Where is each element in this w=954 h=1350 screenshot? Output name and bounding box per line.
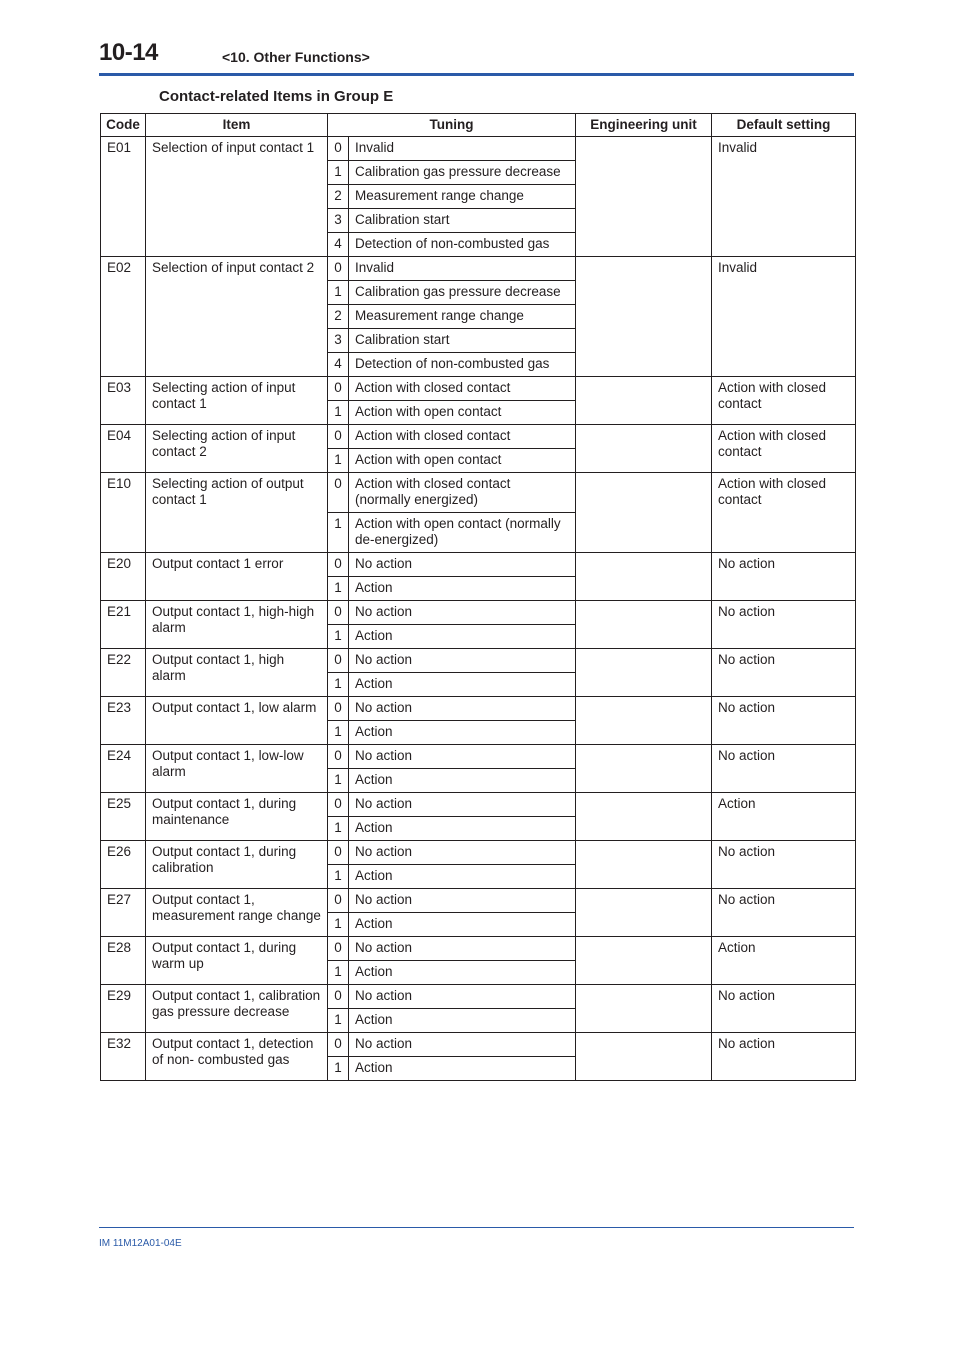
- table-row: [101, 377, 856, 401]
- section-title: Contact-related Items in Group E: [159, 88, 394, 105]
- tuning-label: Action: [349, 913, 576, 937]
- tuning-label: No action: [349, 985, 576, 1009]
- tuning-label: Measurement range change: [349, 305, 576, 329]
- code-cell: E22: [101, 649, 146, 697]
- tuning-label: Action: [349, 817, 576, 841]
- item-cell: Output contact 1, low-low alarm: [146, 745, 328, 793]
- table-row: [101, 553, 856, 577]
- engineering-unit-cell: [576, 889, 712, 937]
- tuning-value: 3: [328, 209, 349, 233]
- table-header-row: [101, 114, 856, 137]
- tuning-value: 0: [328, 985, 349, 1009]
- engineering-unit-cell: [576, 601, 712, 649]
- default-setting-cell: Invalid: [712, 257, 856, 377]
- default-setting-cell: Action with closed contact: [712, 377, 856, 425]
- tuning-label: Action with open contact: [349, 449, 576, 473]
- engineering-unit-cell: [576, 137, 712, 257]
- tuning-value: 1: [328, 1009, 349, 1033]
- tuning-label: No action: [349, 697, 576, 721]
- default-setting-cell: No action: [712, 553, 856, 601]
- table-row: [101, 841, 856, 865]
- col-header-engineering-unit: Engineering unit: [576, 114, 712, 137]
- tuning-label: Action: [349, 961, 576, 985]
- table-row: [101, 937, 856, 961]
- tuning-value: 1: [328, 961, 349, 985]
- engineering-unit-cell: [576, 473, 712, 553]
- tuning-value: 1: [328, 513, 349, 553]
- table-body: [101, 137, 856, 1081]
- engineering-unit-cell: [576, 937, 712, 985]
- item-cell: Output contact 1, low alarm: [146, 697, 328, 745]
- table-row: [101, 745, 856, 769]
- tuning-label: Action with closed contact: [349, 377, 576, 401]
- tuning-value: 0: [328, 649, 349, 673]
- tuning-label: Calibration start: [349, 329, 576, 353]
- engineering-unit-cell: [576, 841, 712, 889]
- item-cell: Output contact 1, during warm up: [146, 937, 328, 985]
- tuning-label: Action with open contact (normally de-energized): [349, 513, 576, 553]
- tuning-label: Action: [349, 673, 576, 697]
- tuning-label: Action: [349, 865, 576, 889]
- tuning-value: 0: [328, 937, 349, 961]
- table-row: [101, 985, 856, 1009]
- tuning-value: 0: [328, 601, 349, 625]
- tuning-value: 0: [328, 889, 349, 913]
- item-cell: Selection of input contact 1: [146, 137, 328, 257]
- tuning-value: 2: [328, 185, 349, 209]
- document-id: IM 11M12A01-04E: [99, 1238, 182, 1249]
- tuning-label: No action: [349, 937, 576, 961]
- tuning-value: 0: [328, 473, 349, 513]
- tuning-value: 1: [328, 577, 349, 601]
- tuning-label: No action: [349, 601, 576, 625]
- table-row: [101, 425, 856, 449]
- tuning-label: Action: [349, 625, 576, 649]
- code-cell: E02: [101, 257, 146, 377]
- tuning-value: 4: [328, 353, 349, 377]
- default-setting-cell: No action: [712, 697, 856, 745]
- tuning-label: Action: [349, 1009, 576, 1033]
- tuning-value: 1: [328, 913, 349, 937]
- table-row: [101, 697, 856, 721]
- col-header-item: Item: [146, 114, 328, 137]
- table-row: [101, 257, 856, 281]
- tuning-value: 1: [328, 673, 349, 697]
- tuning-value: 1: [328, 401, 349, 425]
- table-row: [101, 473, 856, 513]
- tuning-label: Calibration gas pressure decrease: [349, 161, 576, 185]
- tuning-value: 2: [328, 305, 349, 329]
- tuning-value: 0: [328, 793, 349, 817]
- code-cell: E01: [101, 137, 146, 257]
- default-setting-cell: No action: [712, 745, 856, 793]
- tuning-value: 0: [328, 425, 349, 449]
- tuning-label: Action: [349, 769, 576, 793]
- default-setting-cell: Action: [712, 937, 856, 985]
- code-cell: E25: [101, 793, 146, 841]
- item-cell: Selecting action of output contact 1: [146, 473, 328, 553]
- code-cell: E20: [101, 553, 146, 601]
- header-rule: [99, 73, 854, 76]
- tuning-value: 3: [328, 329, 349, 353]
- code-cell: E23: [101, 697, 146, 745]
- default-setting-cell: Action: [712, 793, 856, 841]
- tuning-label: Invalid: [349, 257, 576, 281]
- code-cell: E29: [101, 985, 146, 1033]
- tuning-label: Calibration start: [349, 209, 576, 233]
- tuning-label: No action: [349, 841, 576, 865]
- tuning-label: No action: [349, 553, 576, 577]
- tuning-value: 1: [328, 161, 349, 185]
- tuning-value: 1: [328, 817, 349, 841]
- engineering-unit-cell: [576, 377, 712, 425]
- tuning-label: Detection of non-combusted gas: [349, 353, 576, 377]
- default-setting-cell: No action: [712, 649, 856, 697]
- tuning-label: Action: [349, 721, 576, 745]
- engineering-unit-cell: [576, 985, 712, 1033]
- default-setting-cell: Invalid: [712, 137, 856, 257]
- default-setting-cell: No action: [712, 841, 856, 889]
- col-header-code: Code: [101, 114, 146, 137]
- engineering-unit-cell: [576, 793, 712, 841]
- col-header-tuning: Tuning: [328, 114, 576, 137]
- tuning-label: No action: [349, 1033, 576, 1057]
- tuning-value: 0: [328, 553, 349, 577]
- tuning-label: Measurement range change: [349, 185, 576, 209]
- default-setting-cell: No action: [712, 601, 856, 649]
- engineering-unit-cell: [576, 1033, 712, 1081]
- tuning-value: 1: [328, 769, 349, 793]
- table-row: [101, 137, 856, 161]
- default-setting-cell: No action: [712, 1033, 856, 1081]
- item-cell: Output contact 1, high-high alarm: [146, 601, 328, 649]
- item-cell: Output contact 1, measurement range change: [146, 889, 328, 937]
- engineering-unit-cell: [576, 553, 712, 601]
- tuning-value: 1: [328, 1057, 349, 1081]
- page-number: 10-14: [99, 39, 158, 66]
- chapter-title: <10. Other Functions>: [222, 49, 370, 65]
- tuning-value: 0: [328, 137, 349, 161]
- engineering-unit-cell: [576, 649, 712, 697]
- tuning-value: 4: [328, 233, 349, 257]
- code-cell: E28: [101, 937, 146, 985]
- item-cell: Selection of input contact 2: [146, 257, 328, 377]
- tuning-value: 0: [328, 745, 349, 769]
- tuning-label: Action with closed contact (normally energized): [349, 473, 576, 513]
- tuning-label: Action: [349, 1057, 576, 1081]
- tuning-label: No action: [349, 649, 576, 673]
- item-cell: Output contact 1, high alarm: [146, 649, 328, 697]
- tuning-value: 0: [328, 257, 349, 281]
- default-setting-cell: Action with closed contact: [712, 473, 856, 553]
- engineering-unit-cell: [576, 425, 712, 473]
- default-setting-cell: Action with closed contact: [712, 425, 856, 473]
- tuning-value: 1: [328, 721, 349, 745]
- tuning-label: Action with closed contact: [349, 425, 576, 449]
- tuning-value: 1: [328, 449, 349, 473]
- default-setting-cell: No action: [712, 985, 856, 1033]
- tuning-label: Invalid: [349, 137, 576, 161]
- default-setting-cell: No action: [712, 889, 856, 937]
- tuning-value: 0: [328, 1033, 349, 1057]
- engineering-unit-cell: [576, 257, 712, 377]
- item-cell: Output contact 1 error: [146, 553, 328, 601]
- table-row: [101, 1033, 856, 1057]
- tuning-label: Action with open contact: [349, 401, 576, 425]
- item-cell: Output contact 1, during calibration: [146, 841, 328, 889]
- code-cell: E03: [101, 377, 146, 425]
- item-cell: Selecting action of input contact 1: [146, 377, 328, 425]
- engineering-unit-cell: [576, 745, 712, 793]
- table-row: [101, 649, 856, 673]
- table-row: [101, 793, 856, 817]
- tuning-label: Calibration gas pressure decrease: [349, 281, 576, 305]
- tuning-label: No action: [349, 889, 576, 913]
- code-cell: E27: [101, 889, 146, 937]
- footer-rule: [99, 1227, 854, 1228]
- contact-items-table: [100, 113, 856, 1081]
- tuning-label: Detection of non-combusted gas: [349, 233, 576, 257]
- tuning-label: No action: [349, 745, 576, 769]
- item-cell: Output contact 1, during maintenance: [146, 793, 328, 841]
- item-cell: Output contact 1, calibration gas pressure decrease: [146, 985, 328, 1033]
- tuning-label: Action: [349, 577, 576, 601]
- item-cell: Selecting action of input contact 2: [146, 425, 328, 473]
- code-cell: E26: [101, 841, 146, 889]
- tuning-value: 1: [328, 281, 349, 305]
- item-cell: Output contact 1, detection of non- combusted gas: [146, 1033, 328, 1081]
- tuning-value: 1: [328, 625, 349, 649]
- engineering-unit-cell: [576, 697, 712, 745]
- table-row: [101, 889, 856, 913]
- tuning-value: 0: [328, 841, 349, 865]
- tuning-value: 1: [328, 865, 349, 889]
- table-row: [101, 601, 856, 625]
- tuning-value: 0: [328, 377, 349, 401]
- code-cell: E10: [101, 473, 146, 553]
- code-cell: E24: [101, 745, 146, 793]
- col-header-default-setting: Default setting: [712, 114, 856, 137]
- code-cell: E21: [101, 601, 146, 649]
- tuning-value: 0: [328, 697, 349, 721]
- tuning-label: No action: [349, 793, 576, 817]
- code-cell: E32: [101, 1033, 146, 1081]
- code-cell: E04: [101, 425, 146, 473]
